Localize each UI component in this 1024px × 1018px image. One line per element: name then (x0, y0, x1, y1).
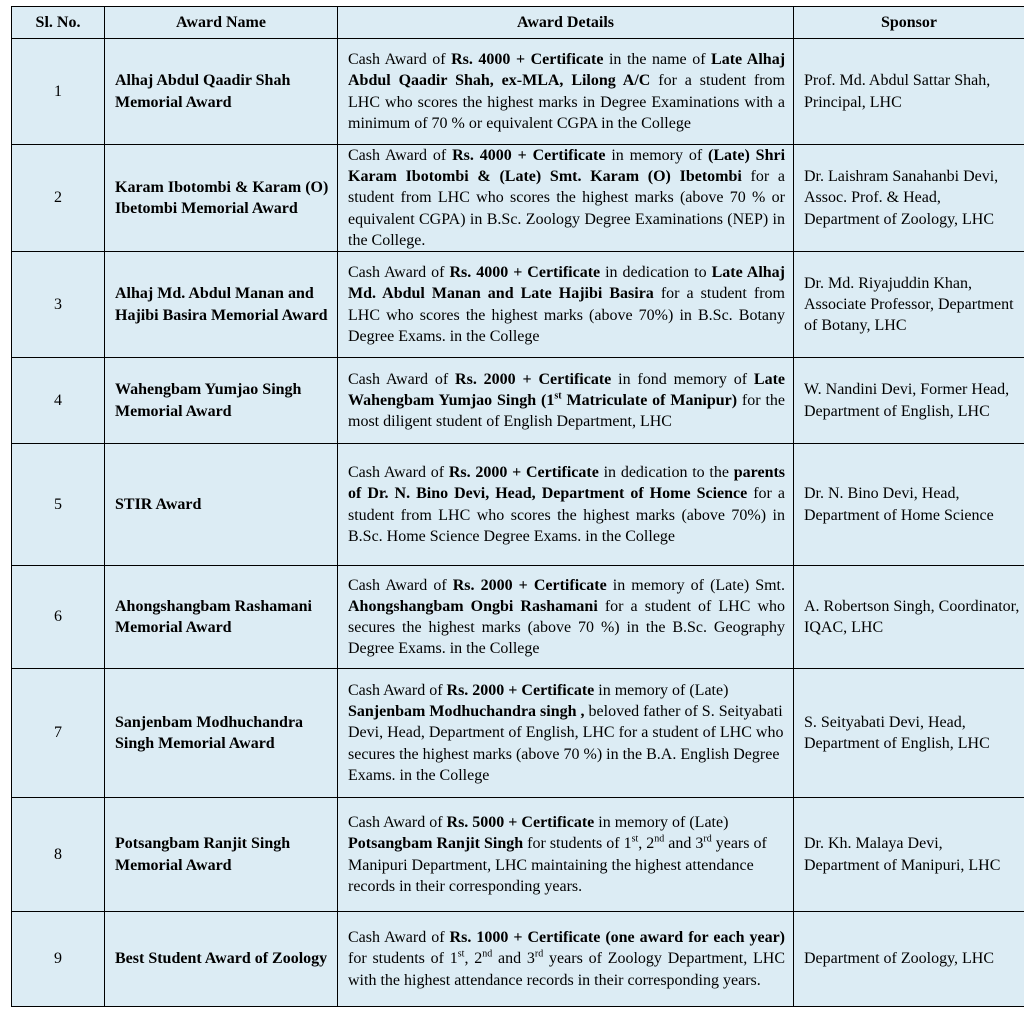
details-text: for a student from LHC who scores the highest marks in Degree Examinations with a minimum of 70 % or equivalent CGPA in the College (348, 72, 786, 132)
details-text: Cash Award of (348, 51, 452, 69)
table-row (12, 912, 1024, 1007)
details-text: for a student from LHC who scores the highest marks (above 70%) in B.Sc. Botany Degree Exams. in the College (348, 285, 785, 345)
details-bold: Rs. 5000 + Certificate (446, 814, 595, 832)
sl-no-cell: 1 (12, 39, 105, 145)
header-row (12, 7, 1024, 39)
sl-no-cell: 3 (12, 252, 105, 358)
awards-table (11, 6, 1024, 1007)
details-bold: Rs. 4000 + Certificate (451, 51, 604, 69)
table-row (12, 798, 1024, 912)
award-name-cell: STIR Award (105, 444, 338, 566)
details-bold: Rs. 1000 + Certificate (one award for each year) (449, 929, 786, 947)
award-name-cell: Best Student Award of Zoology (105, 912, 338, 1007)
superscript: nd (654, 833, 665, 845)
award-details-cell (338, 566, 794, 669)
sl-no-cell: 7 (12, 669, 105, 798)
details-bold: Late Wahengbam Yumjao Singh (1 (348, 370, 786, 409)
details-bold: Rs. 2000 + Certificate (455, 370, 612, 388)
details-text: for the most diligent student of English Department, LHC (348, 391, 785, 431)
details-text: Cash Award of (348, 264, 450, 282)
details-bold: Matriculate of Manipur) (561, 391, 738, 409)
sponsor-cell: Dr. Laishram Sanahanbi Devi, Assoc. Prof. & Head, Department of Zoology, LHC (794, 145, 1024, 252)
superscript: rd (703, 833, 712, 845)
details-text: for a student from LHC who scores the highest marks (above 70 % or equivalent CGPA) in B.Sc. Zoology Degree Examinations (NEP) in the College. (348, 168, 786, 249)
award-details-cell (338, 912, 794, 1007)
details-text: in memory of (605, 147, 709, 164)
details-bold: Ahongshangbam Ongbi Rashamani (348, 597, 598, 615)
details-text: , 2 (638, 835, 655, 853)
sl-no-cell: 6 (12, 566, 105, 669)
superscript: st (631, 833, 639, 845)
details-text: in the name of (603, 51, 712, 69)
details-text: for a student of LHC who secures the highest marks (above 70 %) in the B.Sc. Geography Degree Exams. in the College (348, 597, 785, 658)
header-award-name: Award Name (105, 7, 338, 39)
details-text: in fond memory of (611, 370, 754, 388)
sl-no-cell: 8 (12, 798, 105, 912)
award-name-cell: Potsangbam Ranjit Singh Memorial Award (105, 798, 338, 912)
details-bold: Late Alhaj Md. Abdul Manan and Late Hajibi Basira (348, 264, 786, 303)
details-text: and 3 (492, 950, 535, 968)
superscript: st (457, 949, 465, 961)
details-text: in dedication to (600, 264, 712, 282)
details-text: and 3 (664, 835, 704, 853)
details-bold: Rs. 2000 + Certificate (452, 576, 607, 594)
details-bold: Late Alhaj Abdul Qaadir Shah, ex-MLA, Lilong A/C (348, 51, 786, 90)
table-row (12, 669, 1024, 798)
sl-no-cell: 4 (12, 358, 105, 444)
superscript: rd (534, 949, 544, 961)
details-text: years of Zoology Department, LHC with the highest attendance records in their corresponding years. (348, 950, 786, 989)
details-bold: Potsangbam Ranjit Singh (348, 835, 524, 853)
award-details-cell (338, 145, 794, 252)
sponsor-cell: A. Robertson Singh, Coordinator, IQAC, LHC (794, 566, 1024, 669)
details-text: for students of 1 (523, 835, 632, 853)
table-row (12, 444, 1024, 566)
sl-no-cell: 5 (12, 444, 105, 566)
sl-no-cell: 9 (12, 912, 105, 1007)
superscript: nd (482, 949, 493, 961)
sponsor-cell: Dr. Kh. Malaya Devi, Department of Manipuri, LHC (794, 798, 1024, 912)
details-text: for a student from LHC who scores the highest marks (above 70%) in B.Sc. Home Science Degree Exams. in the College (348, 485, 785, 545)
details-bold: Rs. 4000 + Certificate (449, 264, 601, 282)
header-sl-no: Sl. No. (12, 7, 105, 39)
award-name-cell: Wahengbam Yumjao Singh Memorial Award (105, 358, 338, 444)
details-text: Cash Award of (348, 682, 447, 699)
details-text: beloved father of S. Seityabati Devi, Head, Department of English, LHC for a student of LHC who secures the highest marks (above 70 %) in the B.A. English Degree Exams. in the College (348, 703, 784, 784)
award-name-cell: Alhaj Md. Abdul Manan and Hajibi Basira Memorial Award (105, 252, 338, 358)
sponsor-cell: W. Nandini Devi, Former Head, Department of English, LHC (794, 358, 1024, 444)
details-bold: Sanjenbam Modhuchandra singh , (348, 703, 585, 721)
details-text: Cash Award of (348, 370, 456, 388)
details-text: in dedication to the (598, 464, 734, 482)
details-bold: Rs. 2000 + Certificate (446, 682, 595, 699)
details-bold: parents of Dr. N. Bino Devi, Head, Department of Home Science (348, 464, 786, 503)
table-row (12, 145, 1024, 252)
award-details-cell (338, 444, 794, 566)
sponsor-cell: Dr. Md. Riyajuddin Khan, Associate Professor, Department of Botany, LHC (794, 252, 1024, 358)
award-details-cell (338, 669, 794, 798)
award-details-cell (338, 252, 794, 358)
sponsor-cell: Department of Zoology, LHC (794, 912, 1024, 1007)
details-text: in memory of (Late) (594, 682, 729, 699)
details-text: years of Manipuri Department, LHC maintaining the highest attendance records in their corresponding years. (348, 835, 767, 895)
details-bold: Rs. 2000 + Certificate (448, 464, 599, 482)
details-bold: Rs. 4000 + Certificate (452, 147, 606, 164)
header-sponsor: Sponsor (794, 7, 1024, 39)
table-row (12, 252, 1024, 358)
details-text: for students of 1 (348, 950, 458, 968)
details-bold: (Late) Shri Karam Ibotombi & (Late) Smt. Karam (O) Ibetombi (348, 147, 786, 186)
sponsor-cell: Dr. N. Bino Devi, Head, Department of Home Science (794, 444, 1024, 566)
details-text: , 2 (464, 950, 483, 968)
header-award-details: Award Details (338, 7, 794, 39)
details-text: in memory of (Late) Smt. (606, 576, 786, 594)
sl-no-cell: 2 (12, 145, 105, 252)
award-name-cell: Karam Ibotombi & Karam (O) Ibetombi Memorial Award (105, 145, 338, 252)
award-name-cell: Ahongshangbam Rashamani Memorial Award (105, 566, 338, 669)
details-text: Cash Award of (348, 147, 453, 164)
award-details-cell (338, 39, 794, 145)
award-details-cell (338, 798, 794, 912)
table-row (12, 566, 1024, 669)
award-name-cell: Sanjenbam Modhuchandra Singh Memorial Award (105, 669, 338, 798)
superscript: st (554, 390, 562, 402)
details-text: Cash Award of (348, 576, 453, 594)
award-name-cell: Alhaj Abdul Qaadir Shah Memorial Award (105, 39, 338, 145)
table-row (12, 358, 1024, 444)
details-text: in memory of (Late) (594, 814, 729, 832)
details-text: Cash Award of (348, 929, 450, 947)
table-row (12, 39, 1024, 145)
details-text: Cash Award of (348, 464, 449, 482)
award-details-cell (338, 358, 794, 444)
details-text: Cash Award of (348, 814, 447, 832)
sponsor-cell: Prof. Md. Abdul Sattar Shah, Principal, LHC (794, 39, 1024, 145)
sponsor-cell: S. Seityabati Devi, Head, Department of English, LHC (794, 669, 1024, 798)
